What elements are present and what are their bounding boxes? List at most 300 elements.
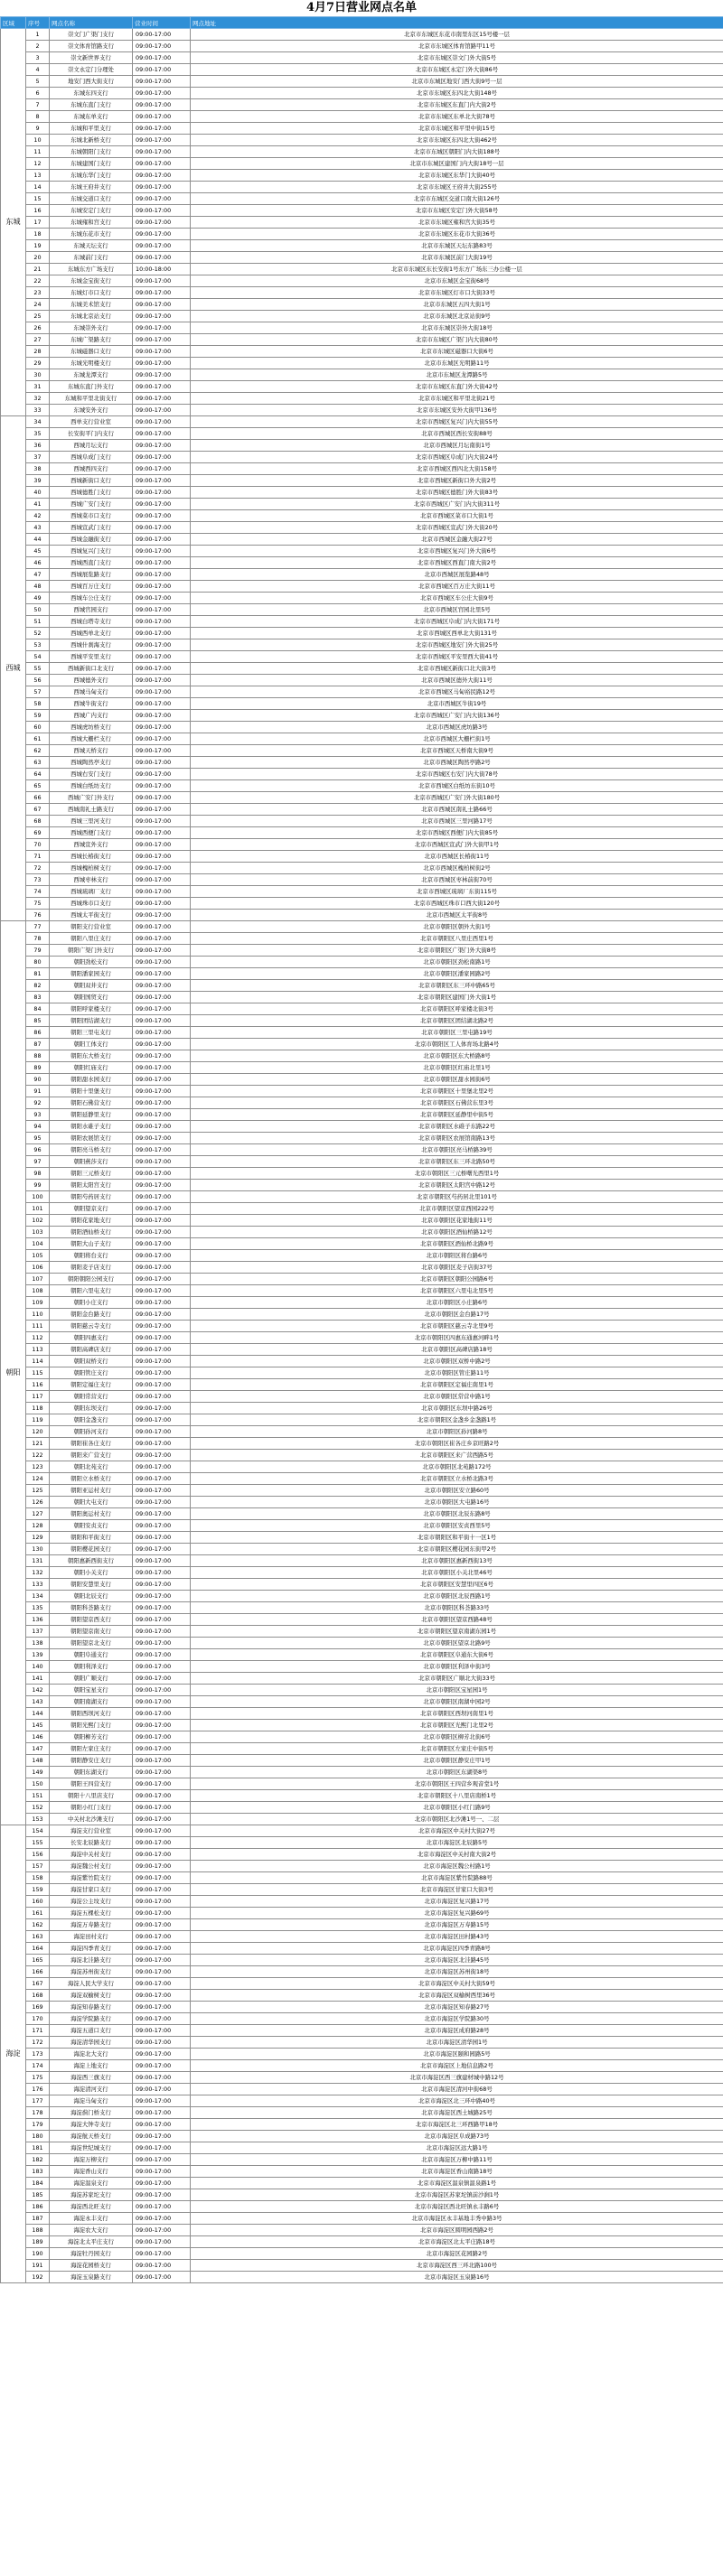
branch-address: 北京市西城区虎坊路3号 xyxy=(191,722,723,733)
district-cell: 东城 xyxy=(1,29,26,416)
table-row xyxy=(1,2131,723,2142)
branch-index: 33 xyxy=(26,405,50,416)
branch-index: 122 xyxy=(26,1450,50,1461)
branch-index: 119 xyxy=(26,1414,50,1426)
table-row xyxy=(1,546,723,557)
branch-index: 92 xyxy=(26,1097,50,1109)
branch-name: 海淀五棵松支行 xyxy=(50,1908,133,1919)
table-row xyxy=(1,1003,723,1015)
table-row xyxy=(1,322,723,334)
table-row xyxy=(1,393,723,405)
branch-address: 北京市朝阳区北苑路172号 xyxy=(191,1461,723,1473)
branch-address: 北京市海淀区北三环中路40号 xyxy=(191,2095,723,2107)
table-row xyxy=(1,733,723,745)
branch-address: 北京市海淀区中关村南大街2号 xyxy=(191,1849,723,1861)
branch-hours: 09:00-17:00 xyxy=(133,2084,191,2095)
branch-name: 朝阳亮马桥支行 xyxy=(50,1144,133,1156)
branch-name: 海淀温泉支行 xyxy=(50,2178,133,2189)
branch-name: 朝阳小关支行 xyxy=(50,1567,133,1579)
branch-hours: 09:00-17:00 xyxy=(133,1825,191,1837)
branch-index: 130 xyxy=(26,1544,50,1555)
branch-index: 102 xyxy=(26,1215,50,1227)
table-row xyxy=(1,1532,723,1544)
branch-hours: 09:00-17:00 xyxy=(133,957,191,968)
branch-name: 海淀北洼路支行 xyxy=(50,1955,133,1966)
branch-hours: 09:00-17:00 xyxy=(133,839,191,851)
branch-hours: 09:00-17:00 xyxy=(133,1508,191,1520)
branch-hours: 09:00-17:00 xyxy=(133,416,191,428)
branch-index: 110 xyxy=(26,1309,50,1321)
branch-name: 海淀支行营业室 xyxy=(50,1825,133,1837)
branch-hours: 09:00-17:00 xyxy=(133,557,191,569)
branch-hours: 09:00-17:00 xyxy=(133,1555,191,1567)
branch-name: 东城金宝街支行 xyxy=(50,275,133,287)
branch-hours: 09:00-17:00 xyxy=(133,522,191,534)
branch-index: 94 xyxy=(26,1121,50,1133)
table-row xyxy=(1,874,723,886)
branch-hours: 09:00-17:00 xyxy=(133,1814,191,1825)
table-row xyxy=(1,2260,723,2272)
branch-address: 北京市海淀区中关村大街59号 xyxy=(191,1978,723,1990)
branch-address: 北京市西城区太平街8号 xyxy=(191,910,723,921)
branch-hours: 09:00-17:00 xyxy=(133,639,191,651)
branch-hours: 09:00-17:00 xyxy=(133,546,191,557)
branch-name: 海淀玉泉路支行 xyxy=(50,2272,133,2283)
branch-address: 北京市朝阳区三里屯路19号 xyxy=(191,1027,723,1039)
branch-index: 118 xyxy=(26,1403,50,1414)
branch-index: 29 xyxy=(26,358,50,369)
table-row xyxy=(1,52,723,64)
branch-index: 35 xyxy=(26,428,50,440)
branch-name: 朝阳定福庄支行 xyxy=(50,1379,133,1391)
branch-name: 海淀知春路支行 xyxy=(50,2002,133,2013)
table-row xyxy=(1,99,723,111)
branch-name: 西城官园支行 xyxy=(50,604,133,616)
branch-index: 154 xyxy=(26,1825,50,1837)
branch-index: 182 xyxy=(26,2154,50,2166)
table-row xyxy=(1,1825,723,1837)
branch-address: 北京市东城区东花市南里东区15号楼一层 xyxy=(191,29,723,41)
branch-name: 朝阳芍药居支行 xyxy=(50,1191,133,1203)
branch-hours: 09:00-17:00 xyxy=(133,898,191,910)
branch-name: 西单支行营业室 xyxy=(50,416,133,428)
branch-index: 6 xyxy=(26,88,50,99)
branch-hours: 09:00-17:00 xyxy=(133,874,191,886)
table-row xyxy=(1,1438,723,1450)
branch-index: 164 xyxy=(26,1943,50,1955)
branch-address: 北京市海淀区上地信息路2号 xyxy=(191,2060,723,2072)
branch-address: 北京市东城区五四大街1号 xyxy=(191,299,723,311)
branch-name: 崇文体育馆路支行 xyxy=(50,41,133,52)
branch-name: 朝阳劲松支行 xyxy=(50,957,133,968)
branch-name: 朝阳望京支行 xyxy=(50,1203,133,1215)
branch-address: 北京市朝阳区南湖中园2号 xyxy=(191,1696,723,1708)
branch-address: 北京市海淀区玉泉路16号 xyxy=(191,2272,723,2283)
branch-name: 西城展览路支行 xyxy=(50,569,133,581)
branch-index: 67 xyxy=(26,804,50,816)
branch-name: 西城西便门支行 xyxy=(50,827,133,839)
branch-index: 191 xyxy=(26,2260,50,2272)
branch-hours: 09:00-17:00 xyxy=(133,2095,191,2107)
branch-index: 140 xyxy=(26,1661,50,1673)
branch-hours: 09:00-17:00 xyxy=(133,2049,191,2060)
branch-index: 60 xyxy=(26,722,50,733)
branch-name: 海淀大钟寺支行 xyxy=(50,2119,133,2131)
table-row xyxy=(1,1591,723,1602)
table-row xyxy=(1,1908,723,1919)
branch-index: 113 xyxy=(26,1344,50,1356)
branch-address: 北京市海淀区复兴路17号 xyxy=(191,1896,723,1908)
branch-hours: 09:00-17:00 xyxy=(133,322,191,334)
table-row xyxy=(1,2095,723,2107)
branch-hours: 09:00-17:00 xyxy=(133,1755,191,1767)
branch-index: 137 xyxy=(26,1626,50,1638)
branch-hours: 09:00-17:00 xyxy=(133,76,191,88)
branch-address: 北京市海淀区阜成路73号 xyxy=(191,2131,723,2142)
branch-address: 北京市朝阳区利泽中街3号 xyxy=(191,1661,723,1673)
branch-name: 海淀中关村支行 xyxy=(50,1849,133,1861)
branch-hours: 09:00-17:00 xyxy=(133,1274,191,1285)
branch-hours: 09:00-17:00 xyxy=(133,1156,191,1168)
branch-index: 84 xyxy=(26,1003,50,1015)
branch-address: 北京市东城区磁器口大街6号 xyxy=(191,346,723,358)
branch-address: 北京市朝阳区左家庄中街5号 xyxy=(191,1743,723,1755)
branch-name: 海淀西三旗支行 xyxy=(50,2072,133,2084)
branch-name: 东城东花市支行 xyxy=(50,229,133,240)
branch-address: 北京市朝阳区小庄路6号 xyxy=(191,1297,723,1309)
branch-name: 东城建国门支行 xyxy=(50,158,133,170)
table-row xyxy=(1,1731,723,1743)
branch-hours: 09:00-17:00 xyxy=(133,64,191,76)
branch-name: 朝阳工体支行 xyxy=(50,1039,133,1050)
branch-name: 朝阳四惠支行 xyxy=(50,1332,133,1344)
branch-address: 北京市西城区广安门内大街136号 xyxy=(191,710,723,722)
table-row xyxy=(1,1473,723,1485)
table-row xyxy=(1,1379,723,1391)
branch-index: 147 xyxy=(26,1743,50,1755)
branch-hours: 09:00-17:00 xyxy=(133,252,191,264)
branch-address: 北京市朝阳区光熙门北里2号 xyxy=(191,1720,723,1731)
table-row xyxy=(1,1285,723,1297)
table-row xyxy=(1,1872,723,1884)
branch-name: 海淀香山支行 xyxy=(50,2166,133,2178)
table-row xyxy=(1,158,723,170)
branch-name: 朝阳望京南支行 xyxy=(50,1626,133,1638)
branch-hours: 09:00-17:00 xyxy=(133,534,191,546)
branch-name: 朝阳红庙支行 xyxy=(50,1062,133,1074)
branch-name: 中关村北沙滩支行 xyxy=(50,1814,133,1825)
branch-address: 北京市朝阳区东三环中路65号 xyxy=(191,980,723,992)
branch-name: 西城平安里支行 xyxy=(50,651,133,663)
branch-hours: 09:00-17:00 xyxy=(133,170,191,182)
table-row xyxy=(1,205,723,217)
branch-index: 128 xyxy=(26,1520,50,1532)
branch-address: 北京市海淀区温泉镇温泉路1号 xyxy=(191,2178,723,2189)
branch-hours: 09:00-17:00 xyxy=(133,2002,191,2013)
branch-address: 北京市朝阳区甜水园街6号 xyxy=(191,1074,723,1086)
branch-index: 167 xyxy=(26,1978,50,1990)
table-row xyxy=(1,170,723,182)
branch-hours: 09:00-17:00 xyxy=(133,769,191,780)
branch-hours: 09:00-17:00 xyxy=(133,1849,191,1861)
branch-name: 东城广渠路支行 xyxy=(50,334,133,346)
branch-index: 36 xyxy=(26,440,50,452)
branch-index: 112 xyxy=(26,1332,50,1344)
district-cell: 朝阳 xyxy=(1,921,26,1825)
branch-address: 北京市朝阳区安慧里四区6号 xyxy=(191,1579,723,1591)
branch-name: 东城雍和宫支行 xyxy=(50,217,133,229)
branch-hours: 09:00-17:00 xyxy=(133,1861,191,1872)
branch-name: 西城什刹海支行 xyxy=(50,639,133,651)
branch-address: 北京市海淀区颐和园路5号 xyxy=(191,2049,723,2060)
table-row xyxy=(1,851,723,863)
branch-address: 北京市朝阳区酒仙桥路12号 xyxy=(191,1227,723,1238)
branch-hours: 09:00-17:00 xyxy=(133,369,191,381)
branch-address: 北京市朝阳区花家地街11号 xyxy=(191,1215,723,1227)
branch-address: 北京市海淀区永丰基地丰秀中路3号 xyxy=(191,2213,723,2225)
branch-index: 49 xyxy=(26,593,50,604)
table-row xyxy=(1,1356,723,1367)
branch-name: 朝阳团结湖支行 xyxy=(50,1015,133,1027)
branch-address: 北京市朝阳区六里屯北里5号 xyxy=(191,1285,723,1297)
table-row xyxy=(1,1238,723,1250)
branch-name: 西城广安门外支行 xyxy=(50,792,133,804)
branch-name: 朝阳常营支行 xyxy=(50,1391,133,1403)
table-header-row xyxy=(1,17,723,29)
branch-hours: 09:00-17:00 xyxy=(133,569,191,581)
branch-hours: 09:00-17:00 xyxy=(133,2072,191,2084)
branch-name: 朝阳石佛营支行 xyxy=(50,1097,133,1109)
table-row xyxy=(1,886,723,898)
branch-hours: 09:00-17:00 xyxy=(133,1227,191,1238)
table-row xyxy=(1,475,723,487)
table-row xyxy=(1,1919,723,1931)
branch-address: 北京市朝阳区来广营西路5号 xyxy=(191,1450,723,1461)
branch-hours: 09:00-17:00 xyxy=(133,1262,191,1274)
branch-address: 北京市东城区东华门大街40号 xyxy=(191,170,723,182)
branch-hours: 09:00-17:00 xyxy=(133,1180,191,1191)
branch-hours: 09:00-17:00 xyxy=(133,146,191,158)
branch-name: 海淀万柳支行 xyxy=(50,2154,133,2166)
branch-name: 海淀甘家口支行 xyxy=(50,1884,133,1896)
branch-hours: 09:00-17:00 xyxy=(133,358,191,369)
branch-index: 108 xyxy=(26,1285,50,1297)
branch-address: 北京市西城区阜成门内大街171号 xyxy=(191,616,723,628)
branch-address: 北京市朝阳区金盏乡金盏路1号 xyxy=(191,1414,723,1426)
branch-name: 朝阳北苑支行 xyxy=(50,1461,133,1473)
table-row xyxy=(1,1027,723,1039)
branch-hours: 09:00-17:00 xyxy=(133,1367,191,1379)
table-row xyxy=(1,1649,723,1661)
branch-name: 西城马甸支行 xyxy=(50,686,133,698)
table-row xyxy=(1,816,723,827)
branch-index: 42 xyxy=(26,510,50,522)
branch-hours: 09:00-17:00 xyxy=(133,135,191,146)
branch-hours: 09:00-17:00 xyxy=(133,2248,191,2260)
branch-index: 185 xyxy=(26,2189,50,2201)
branch-address: 北京市朝阳区立水桥北路3号 xyxy=(191,1473,723,1485)
branch-index: 138 xyxy=(26,1638,50,1649)
branch-hours: 09:00-17:00 xyxy=(133,2025,191,2037)
table-row xyxy=(1,1602,723,1614)
branch-hours: 09:00-17:00 xyxy=(133,1884,191,1896)
branch-address: 北京市西城区宣武门外大街甲1号 xyxy=(191,839,723,851)
branch-name: 西城南礼士路支行 xyxy=(50,804,133,816)
branch-index: 75 xyxy=(26,898,50,910)
branch-address: 北京市西城区槐柏树街2号 xyxy=(191,863,723,874)
column-header-address: 网点地址 xyxy=(191,17,723,29)
branch-name: 西城琉璃厂支行 xyxy=(50,886,133,898)
branch-index: 175 xyxy=(26,2072,50,2084)
table-row xyxy=(1,1309,723,1321)
branch-index: 120 xyxy=(26,1426,50,1438)
branch-name: 朝阳西坝河支行 xyxy=(50,1708,133,1720)
branch-hours: 09:00-17:00 xyxy=(133,1978,191,1990)
branch-index: 54 xyxy=(26,651,50,663)
table-row xyxy=(1,745,723,757)
branch-index: 8 xyxy=(26,111,50,123)
table-row xyxy=(1,769,723,780)
branch-address: 北京市朝阳区水碓子东路22号 xyxy=(191,1121,723,1133)
branch-address: 北京市朝阳区慈云寺北里9号 xyxy=(191,1321,723,1332)
branch-name: 西城月坛支行 xyxy=(50,440,133,452)
branch-hours: 09:00-17:00 xyxy=(133,1896,191,1908)
branch-hours: 09:00-17:00 xyxy=(133,205,191,217)
branch-index: 27 xyxy=(26,334,50,346)
table-row xyxy=(1,1966,723,1978)
branch-index: 170 xyxy=(26,2013,50,2025)
table-row xyxy=(1,639,723,651)
table-row xyxy=(1,1614,723,1626)
branch-name: 朝阳左家庄支行 xyxy=(50,1743,133,1755)
branch-hours: 09:00-17:00 xyxy=(133,1931,191,1943)
branch-name: 东城东华门支行 xyxy=(50,170,133,182)
branch-hours: 09:00-17:00 xyxy=(133,1321,191,1332)
branch-name: 西城新街口北支行 xyxy=(50,663,133,675)
branch-index: 143 xyxy=(26,1696,50,1708)
branch-index: 121 xyxy=(26,1438,50,1450)
branch-index: 155 xyxy=(26,1837,50,1849)
branch-name: 西城长椿街支行 xyxy=(50,851,133,863)
branch-hours: 09:00-17:00 xyxy=(133,99,191,111)
branch-index: 15 xyxy=(26,193,50,205)
branch-hours: 09:00-17:00 xyxy=(133,1497,191,1508)
branch-name: 朝阳潘家园支行 xyxy=(50,968,133,980)
branch-name: 东城东四支行 xyxy=(50,88,133,99)
branch-name: 海淀上地支行 xyxy=(50,2060,133,2072)
branch-index: 151 xyxy=(26,1790,50,1802)
table-row xyxy=(1,1485,723,1497)
branch-index: 163 xyxy=(26,1931,50,1943)
branch-index: 46 xyxy=(26,557,50,569)
branch-index: 98 xyxy=(26,1168,50,1180)
branch-name: 朝阳十里堡支行 xyxy=(50,1086,133,1097)
branch-name: 朝阳酒仙桥支行 xyxy=(50,1227,133,1238)
branch-address: 北京市朝阳区望京南湖东园1号 xyxy=(191,1626,723,1638)
branch-name: 朝阳慈云寺支行 xyxy=(50,1321,133,1332)
branch-hours: 09:00-17:00 xyxy=(133,1579,191,1591)
branch-name: 海淀苏州街支行 xyxy=(50,1966,133,1978)
branch-address: 北京市海淀区西土城路25号 xyxy=(191,2107,723,2119)
branch-hours: 09:00-17:00 xyxy=(133,1379,191,1391)
branch-name: 朝阳大屯支行 xyxy=(50,1497,133,1508)
branch-index: 24 xyxy=(26,299,50,311)
branch-name: 朝阳宝星支行 xyxy=(50,1685,133,1696)
branch-name: 海淀马甸支行 xyxy=(50,2095,133,2107)
branch-address: 北京市东城区崇外大街18号 xyxy=(191,322,723,334)
branch-address: 北京市西城区珠市口西大街120号 xyxy=(191,898,723,910)
branch-name: 西城菜市口支行 xyxy=(50,510,133,522)
branch-address: 北京市东城区和平里北街21号 xyxy=(191,393,723,405)
branch-hours: 09:00-17:00 xyxy=(133,311,191,322)
branch-name: 海淀永丰支行 xyxy=(50,2213,133,2225)
branch-name: 东城龙潭支行 xyxy=(50,369,133,381)
table-row xyxy=(1,1767,723,1778)
branch-address: 北京市朝阳区望京西园222号 xyxy=(191,1203,723,1215)
branch-index: 51 xyxy=(26,616,50,628)
branch-address: 北京市朝阳区朝阳公园路6号 xyxy=(191,1274,723,1285)
table-row xyxy=(1,1790,723,1802)
branch-address: 北京市海淀区香山南路18号 xyxy=(191,2166,723,2178)
branch-name: 朝阳静安庄支行 xyxy=(50,1755,133,1767)
branch-name: 海淀清河支行 xyxy=(50,2084,133,2095)
table-row xyxy=(1,1426,723,1438)
branch-hours: 09:00-17:00 xyxy=(133,851,191,863)
branch-index: 157 xyxy=(26,1861,50,1872)
branch-address: 北京市西城区枣林前街70号 xyxy=(191,874,723,886)
branch-index: 183 xyxy=(26,2166,50,2178)
branch-address: 北京市海淀区远大路1号 xyxy=(191,2142,723,2154)
branch-index: 1 xyxy=(26,29,50,41)
branch-hours: 09:00-17:00 xyxy=(133,1344,191,1356)
branch-hours: 09:00-17:00 xyxy=(133,2037,191,2049)
branch-name: 东城东单支行 xyxy=(50,111,133,123)
branch-name: 长安街平门内支行 xyxy=(50,428,133,440)
branch-name: 朝阳王四营支行 xyxy=(50,1778,133,1790)
branch-index: 58 xyxy=(26,698,50,710)
branch-address: 北京市海淀区甘家口大街3号 xyxy=(191,1884,723,1896)
table-row xyxy=(1,2025,723,2037)
branch-index: 178 xyxy=(26,2107,50,2119)
branch-name: 海淀清华园支行 xyxy=(50,2037,133,2049)
branch-name: 地安门西大街支行 xyxy=(50,76,133,88)
branch-name: 朝阳南湖支行 xyxy=(50,1696,133,1708)
branch-index: 32 xyxy=(26,393,50,405)
branch-name: 朝阳麦子店支行 xyxy=(50,1262,133,1274)
branch-hours: 09:00-17:00 xyxy=(133,1015,191,1027)
table-row xyxy=(1,1673,723,1685)
table-row xyxy=(1,1203,723,1215)
branch-name: 西城德胜门支行 xyxy=(50,487,133,499)
branch-index: 156 xyxy=(26,1849,50,1861)
branch-hours: 09:00-17:00 xyxy=(133,1403,191,1414)
branch-hours: 09:00-17:00 xyxy=(133,675,191,686)
table-row xyxy=(1,1638,723,1649)
branch-name: 朝阳望京北支行 xyxy=(50,1638,133,1649)
branch-hours: 09:00-17:00 xyxy=(133,628,191,639)
table-row xyxy=(1,1156,723,1168)
branch-hours: 09:00-17:00 xyxy=(133,992,191,1003)
table-row xyxy=(1,1074,723,1086)
branch-hours: 09:00-17:00 xyxy=(133,510,191,522)
branch-name: 朝阳立水桥支行 xyxy=(50,1473,133,1485)
branch-hours: 09:00-17:00 xyxy=(133,1661,191,1673)
branch-hours: 09:00-17:00 xyxy=(133,1039,191,1050)
branch-hours: 09:00-17:00 xyxy=(133,1955,191,1966)
branch-index: 176 xyxy=(26,2084,50,2095)
branch-index: 69 xyxy=(26,827,50,839)
branch-hours: 09:00-17:00 xyxy=(133,1332,191,1344)
